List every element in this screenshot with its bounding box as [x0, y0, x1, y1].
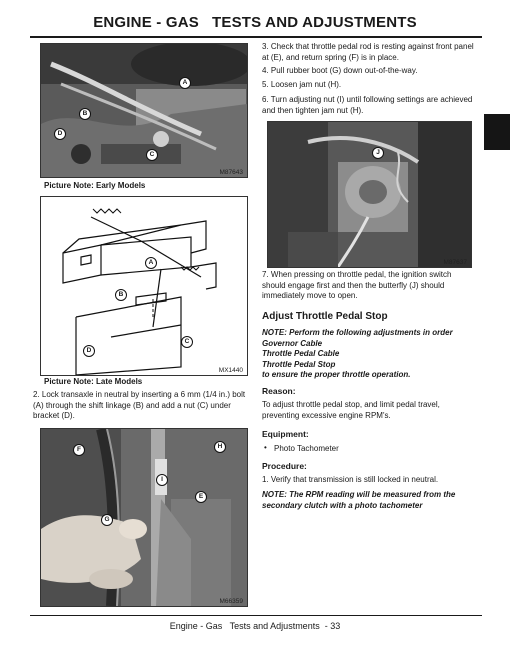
callout-g: G [101, 514, 113, 526]
callout-b: B [115, 289, 127, 301]
note-line: Throttle Pedal Stop [262, 359, 336, 369]
page-footer: Engine - Gas Tests and Adjustments - 33 [169, 621, 341, 631]
callout-b: B [79, 108, 91, 120]
callout-d: D [54, 128, 66, 140]
carburetor-photo [267, 121, 472, 268]
note-line: Governor Cable [262, 338, 323, 348]
reason-heading: Reason: [262, 386, 296, 396]
note-line: Throttle Pedal Cable [262, 349, 340, 358]
equipment-heading: Equipment: [262, 429, 309, 439]
page-title: ENGINE - GAS TESTS AND ADJUSTMENTS [93, 14, 417, 31]
callout-f: F [73, 444, 85, 456]
throttle-rod-photo [40, 428, 248, 607]
callout-h: H [214, 441, 226, 453]
callout-c: C [181, 336, 193, 348]
callout-j: J [372, 147, 384, 159]
step-4-text: 4. Pull rubber boot (G) down out-of-the-way. [262, 66, 418, 75]
note-rpm-reading: NOTE: The RPM reading will be measured from the secondary clutch with a photo tachometer [262, 490, 456, 510]
figure-id: M66359 [219, 598, 243, 605]
callout-e: E [195, 491, 207, 503]
note-line: to ensure the proper throttle operation. [262, 370, 411, 379]
equipment-item: Photo Tachometer [274, 444, 339, 453]
figure-id: MX1440 [218, 367, 243, 374]
callout-i: I [156, 474, 168, 486]
callout-a: A [179, 77, 191, 89]
section-tab [484, 114, 510, 150]
footer-divider [30, 615, 482, 616]
procedure-heading: Procedure: [262, 461, 307, 471]
step-2-text: 2. Lock transaxle in neutral by inserting a 6 mm (1/4 in.) bolt (A) through the shift linkage (B) and add a nut (C) under bracket (D). [33, 390, 246, 420]
note-line: NOTE: Perform the following adjustments in order [262, 328, 453, 337]
callout-a: A [145, 257, 157, 269]
figure-id: M87643 [219, 169, 243, 176]
callout-d: D [83, 345, 95, 357]
step-7-text: 7. When pressing on throttle pedal, the ignition switch should engage first and then the butterfly (J) should immediately move to open. [262, 270, 452, 300]
header-divider [30, 36, 482, 38]
reason-text: To adjust throttle pedal stop, and limit pedal travel, preventing excessive engine RPM's. [262, 400, 440, 420]
early-models-photo [40, 43, 248, 178]
callout-c: C [146, 149, 158, 161]
figure-id: M87637 [443, 259, 467, 266]
step-5-text: 5. Loosen jam nut (H). [262, 80, 342, 89]
bullet-icon: • [264, 443, 267, 452]
step-3-text: 3. Check that throttle pedal rod is resting against front panel at (E), and return spring (F) is in place. [262, 42, 474, 62]
caption-late-models: Picture Note: Late Models [44, 377, 143, 386]
late-models-diagram [40, 196, 248, 376]
section-title: Adjust Throttle Pedal Stop [262, 311, 388, 322]
step-6-text: 6. Turn adjusting nut (I) until following settings are achieved and then tighten jam nut (H). [262, 95, 473, 115]
caption-early-models: Picture Note: Early Models [44, 181, 146, 190]
procedure-step-1: 1. Verify that transmission is still locked in neutral. [262, 475, 439, 484]
note-adjustment-order [262, 328, 453, 381]
